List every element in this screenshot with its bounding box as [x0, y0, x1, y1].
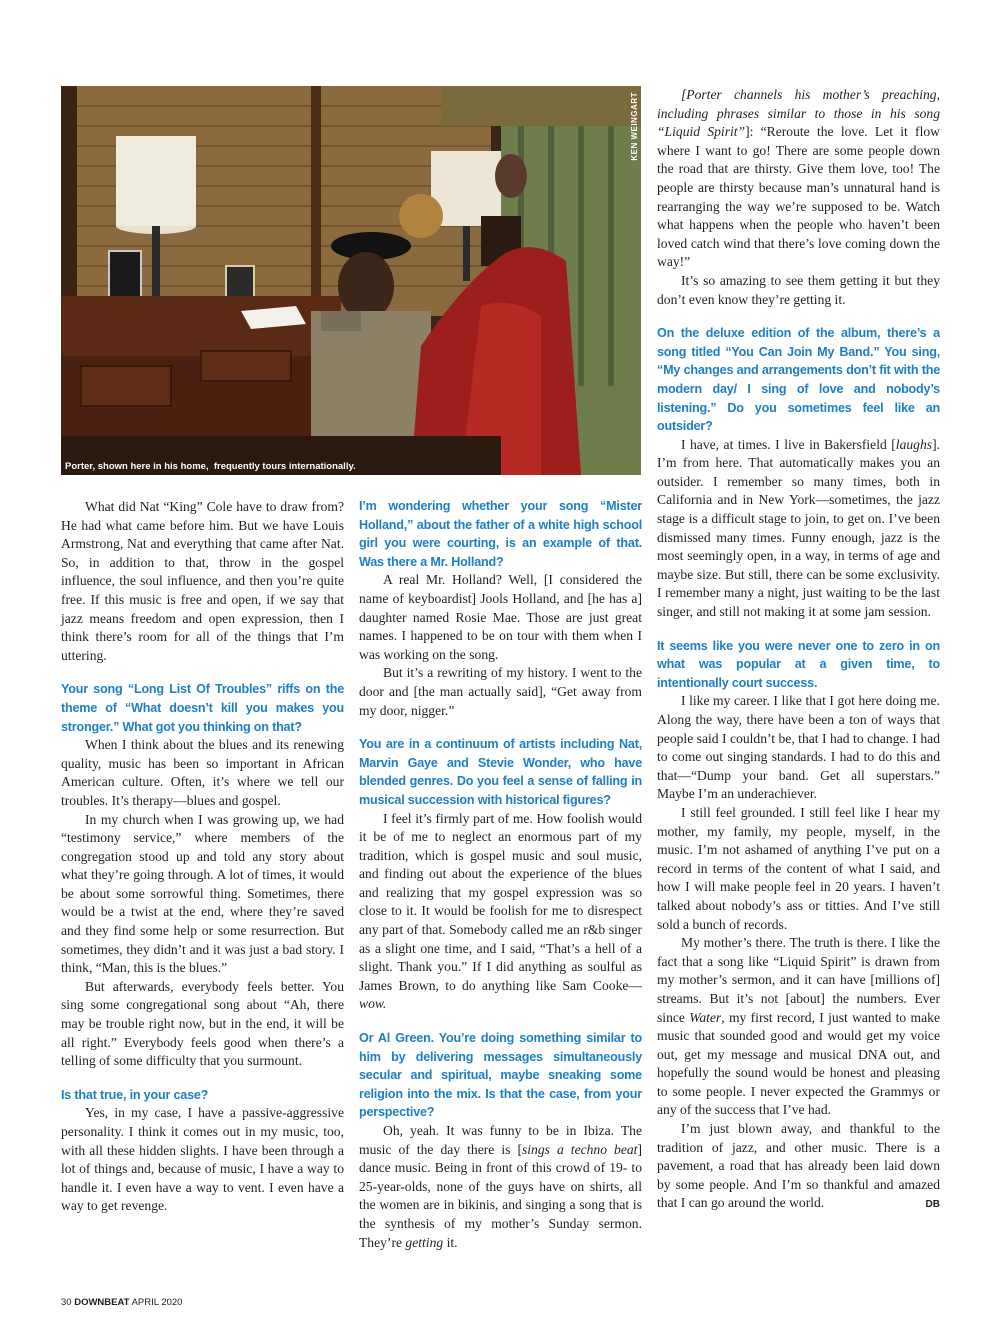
interview-question: Or Al Green. You’re doing something similar to him by delivering messages simultaneously secular and spiritual, maybe sneaking some religion into the mix. Is that the case, from your perspective? — [359, 1031, 642, 1120]
column-1 — [61, 498, 344, 1216]
interview-question: Your song “Long List Of Troubles” riffs on the theme of “What doesn’t kill you makes you stronger.” What got you thinking on that? — [61, 682, 344, 734]
paragraph: In my church when I was growing up, we had “testimony service,” where members of the congregation stood up and told any story about what they’re going through. A lot of times, it would be about some sorrowful thing. Sometimes, there would be a twist at the end, where they’re saved and they find some help or some resurrection. But sometimes, they didn’t and it was just a bad story. I think, “Man, this is the blues.” — [61, 811, 344, 976]
text-run: ]: “Reroute the love. Let it flow where I want to go! There are some people down the road that are thirsty. Give them love, too! The people are thirsty because man’s unnatural hand is rearranging the way we’re supposed to be. Watch what happens when the people who haven’t been loved catch wind that there’s love coming down the way!” — [657, 124, 940, 270]
page-folio — [61, 1297, 182, 1308]
paragraph — [359, 1122, 642, 1252]
paragraph: What did Nat “King” Cole have to draw from? He had what came before him. But we have Louis Armstrong, Nat and everything that came after Nat. So, in addition to that, throw in the gospel influence, the soul influence, and then you’re quite free. If this music is free and open, if we say that jazz means freedom and open expression, then I think there’s room for all of the things that I’m uttering. — [61, 499, 344, 663]
text-run-italic: wow. — [359, 996, 387, 1012]
text-run: My mother’s there. The truth is there. I like the fact that a song like “Liquid Spirit” is drawn from my mother’s sermon, and it can have [millions of] streams. But it’s not [about] the numbers. Ever since — [657, 935, 940, 1025]
paragraph: It’s so amazing to see them getting it but they don’t even know they’re getting it. — [657, 272, 940, 307]
text-run-italic: Water — [689, 1009, 722, 1025]
paragraph — [657, 1120, 940, 1213]
column-3 — [657, 86, 940, 1215]
paragraph: But it’s a rewriting of my history. I went to the door and [the man actually said], “Get away from my door, nigger.” — [359, 665, 642, 718]
paragraph — [657, 86, 940, 272]
text-run: I have, at times. I live in Bakersfield [ — [681, 436, 896, 452]
text-run-italic: [Porter channels his mother’s preaching, including phrases similar to those in his song “Liquid Spirit” — [657, 87, 940, 140]
text-run: ] dance music. Being in front of this crowd of 19- to 25-year-olds, none of the guys have on shirts, all the women are in bikinis, and singing a song that is the synthesis of my mother’s Sunday sermon. They’re — [359, 1141, 642, 1250]
paragraph: But afterwards, everybody feels better. You sing some congregational song about “Ah, there may be trouble right now, but in the end, it will be all right.” Everybody feels good when there’s a telling of some difficulty that you surmount. — [61, 978, 344, 1069]
text-run-italic: sings a techno beat — [521, 1141, 638, 1157]
text-run: , my first record, I just wanted to make music that sounded good and would get my voice out, get my message and musical DNA out, and hopefully the sound would be honest and pleasing to some people. I never expected the Grammys or any of the success that I’ve had. — [657, 1009, 940, 1118]
paragraph — [359, 810, 642, 1015]
photo-illustration — [61, 86, 641, 475]
paragraph: I still feel grounded. I still feel like I hear my mother, my family, my people, myself, in the music. I’m not ashamed of anything I’ve put on a record in terms of the content of what I said, and how I will make people feel in 20 years. I haven’t talked about nobody’s ass or titties. And I’ve still sold a bunch of records. — [657, 804, 940, 932]
paragraph: Yes, in my case, I have a passive-aggressive personality. I think it comes out in my music, too, with all these hidden slights. I have been through a lot of things and, because of music, I have a way to handle it. I even have a way to vent. I even have a way to get revenge. — [61, 1105, 344, 1214]
text-run: ]. I’m from here. That automatically makes you an outsider. I remember so many times, both in California and in New York—sometimes, the jazz stage is a difficult stage to join, to get on. I’ve been dismissed many times. Funny enough, jazz is the most seemingly open, in a way, in terms of age and maybe size. But still, there can be some exclusivity. I remember many a night, just waiting to be the last singer, and still not making it at some jam session. — [657, 436, 940, 620]
column-2 — [359, 497, 642, 1252]
paragraph: I like my career. I like that I got here doing me. Along the way, there have been a ton of ways that people said I couldn’t be, that I had to change. I had to come out singing standards. I had to do this and that—“Dump your band. Get all superstars.” Maybe I’m an underachiever. — [657, 693, 940, 802]
feature-photo — [61, 86, 641, 475]
interview-question: I’m wondering whether your song “Mister Holland,” about the father of a white high school girl you were courting, is an example of that. Was there a Mr. Holland? — [359, 499, 642, 569]
paragraph: A real Mr. Holland? Well, [I considered the name of keyboardist] Jools Holland, and [he has a] daughter named Rosie Mae. Those are just great names. I happened to be on tour with them when I was working on the song. — [359, 572, 642, 662]
interview-question: It seems like you were never one to zero in on what was popular at a given time, to intentionally court success. — [657, 638, 940, 690]
page-number: 30 — [61, 1297, 72, 1308]
paragraph: When I think about the blues and its renewing quality, music has been so important in African American culture. Often, it’s where we tell our troubles. It’s therapy—blues and gospel. — [61, 737, 344, 808]
text-run: it. — [443, 1234, 458, 1250]
text-run: I’m just blown away, and thankful to the tradition of jazz, and other music. There is a pavement, a road that has already been laid down by some people. And I’m so thankful and amazed that I can go around the world. — [657, 1121, 940, 1211]
interview-question: You are in a continuum of artists including Nat, Marvin Gaye and Stevie Wonder, who have blended genres. Do you feel a sense of falling in musical succession with historical figures? — [359, 737, 642, 807]
photo-caption: Porter, shown here in his home, frequently tours internationally. — [65, 461, 356, 472]
paragraph — [657, 934, 940, 1120]
photo-credit: KEN WEINGART — [630, 92, 639, 161]
magazine-name: DOWNBEAT — [74, 1297, 130, 1308]
text-run: I feel it’s firmly part of me. How foolish would it be of me to neglect an enormous part of my tradition, which is gospel music and soul music, and finding out about the experience of the blues and realizing that my gospel expression was so close to it. It would be foolish for me to disrespect any part of that. Somebody called me an r&b singer as a slight one time, and I said, “That’s a hell of a slight. Thank you.” If I did anything as soulful as James Brown, to do anything like Sam Cooke— — [359, 810, 642, 993]
issue-date: APRIL 2020 — [131, 1297, 183, 1308]
interview-question: On the deluxe edition of the album, there’s a song titled “You Can Join My Band.” You sing, “My changes and arrangements don’t fit with the modern day/ I sing of love and nobody’s listening.” Do you sometimes feel like an outsider? — [657, 326, 940, 434]
text-run-italic: laughs — [895, 436, 933, 452]
interview-question: Is that true, in your case? — [61, 1087, 209, 1102]
end-mark: DB — [925, 1199, 940, 1211]
text-run-italic: getting — [405, 1234, 444, 1250]
paragraph — [657, 436, 940, 622]
text-run: Oh, yeah. It was funny to be in Ibiza. The music of the day there is [ — [359, 1123, 642, 1157]
